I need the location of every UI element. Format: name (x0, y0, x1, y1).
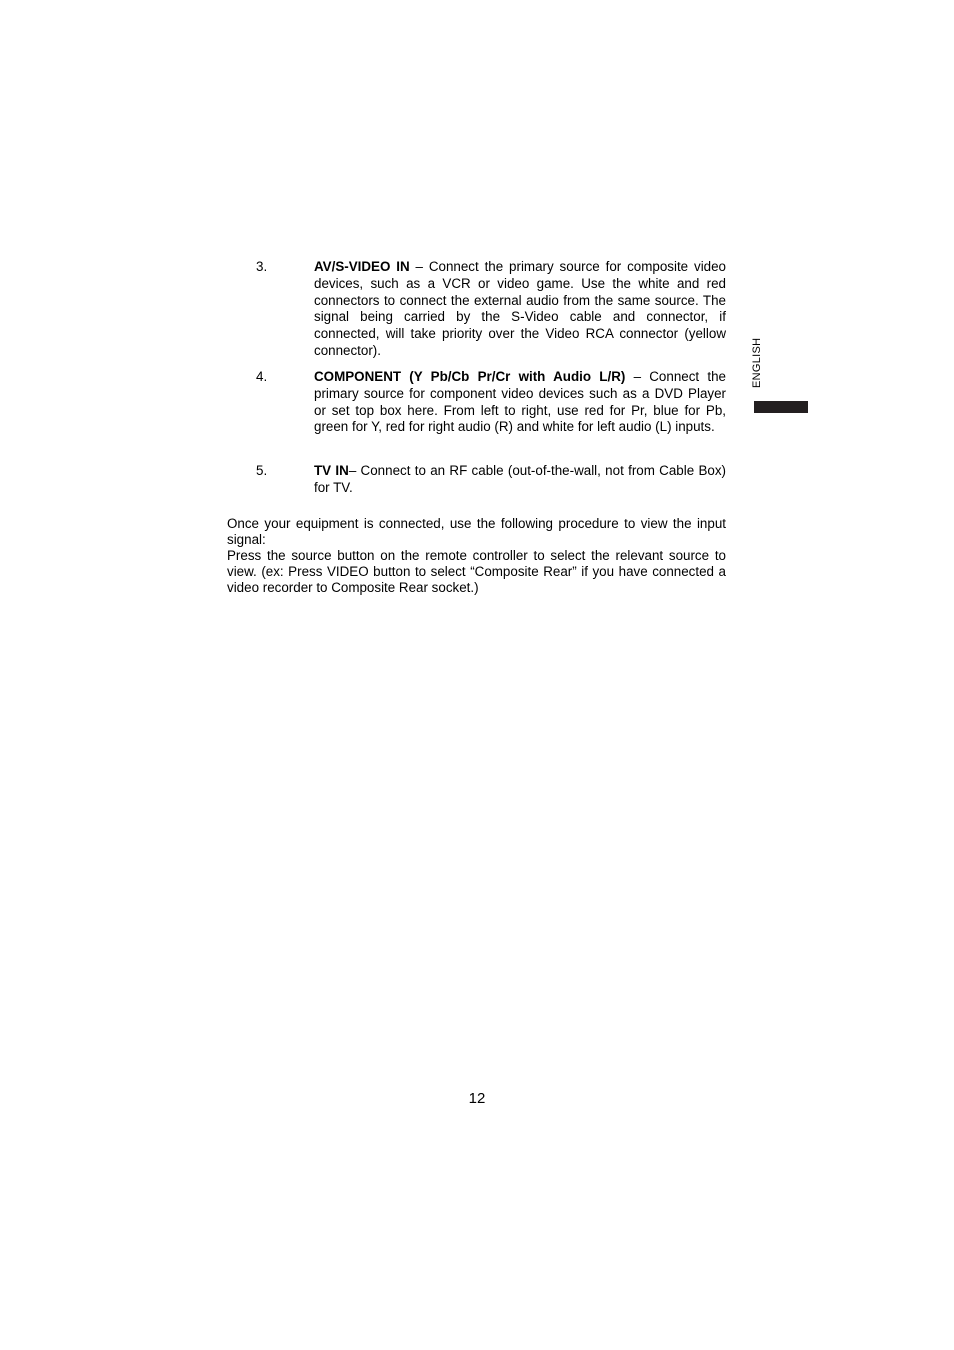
list-item-number: 5. (256, 463, 268, 478)
page-number: 12 (468, 1090, 486, 1107)
list-item-number: 3. (256, 259, 268, 274)
list-item-av-s-video-in (256, 259, 726, 360)
list-item-body (314, 463, 726, 497)
list-item-body (314, 369, 726, 436)
list-item-tv-in (256, 463, 726, 497)
list-item-term: COMPONENT (Y Pb/Cb Pr/Cr with Audio L/R) (314, 369, 626, 384)
list-item-text: – Connect the primary source for component video devices such as a DVD Player or set top box here. From left to right, use red for Pr, blue for Pb, green for Y, red for right audio (R) and white for left audio (L) inputs. (314, 369, 726, 435)
list-item-text: – Connect to an RF cable (out-of-the-wall, not from Cable Box) for TV. (314, 463, 726, 495)
list-item-component (256, 369, 726, 436)
intro-paragraph: Once your equipment is connected, use the following procedure to view the input signal: (227, 516, 726, 547)
list-item-body (314, 259, 726, 360)
list-item-term: TV IN (314, 463, 349, 478)
instruction-paragraph: Press the source button on the remote controller to select the relevant source to view. (ex: Press VIDEO button to select “Composite Rear” if you have connected a video recorder to Composite Rear socket.) (227, 548, 726, 595)
list-item-number: 4. (256, 369, 268, 384)
list-item-term: AV/S-VIDEO IN (314, 259, 410, 274)
language-tab-marker (754, 401, 808, 413)
language-label: ENGLISH (751, 337, 763, 388)
list-item-text: – Connect the primary source for composite video devices, such as a VCR or video game. Use the white and red connectors to connect the external audio from the same source. The signal being carried by the S-Video cable and connector, if connected, will take priority over the Video RCA connector (yellow connector). (314, 259, 727, 358)
